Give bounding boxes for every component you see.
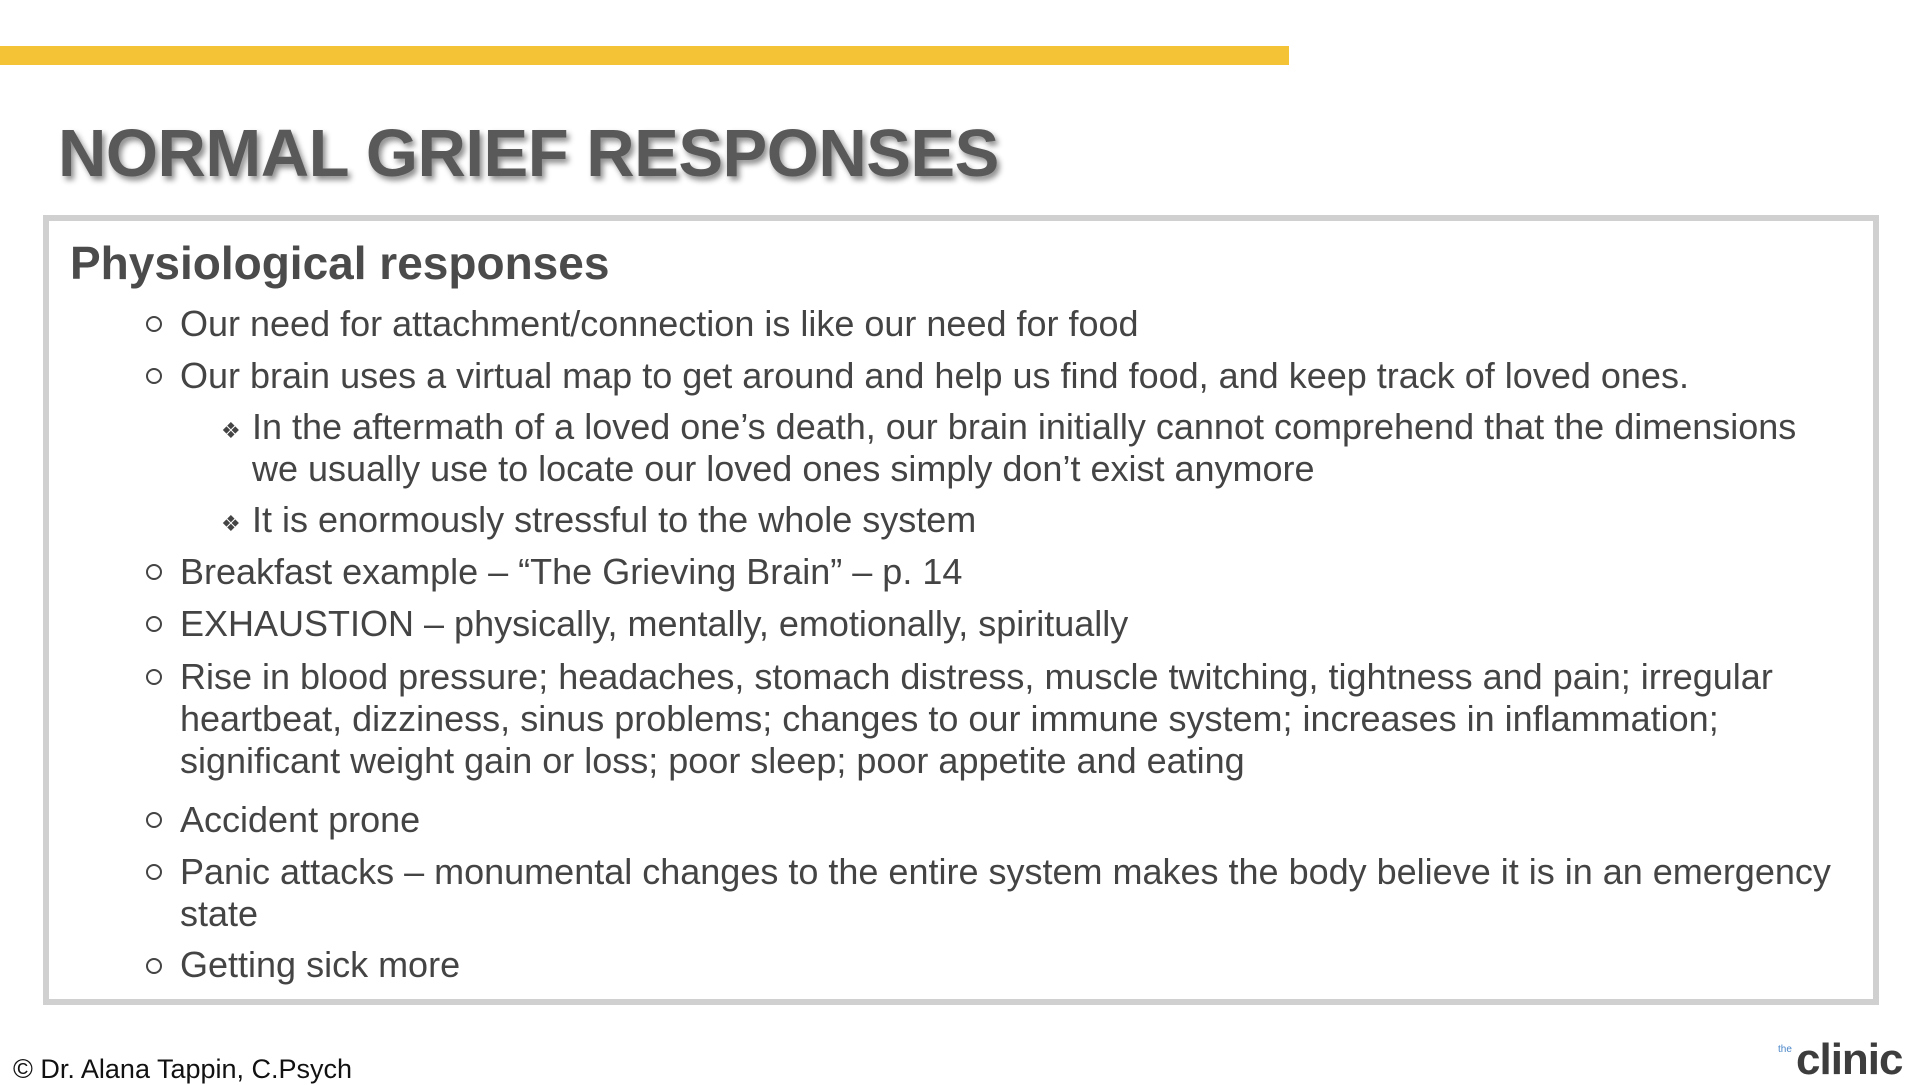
bullet-circle-icon: [146, 958, 162, 974]
logo-text: clinic: [1796, 1035, 1903, 1084]
diamond-bullet-icon: ❖: [221, 511, 241, 536]
copyright-notice: © Dr. Alana Tappin, C.Psych: [13, 1054, 353, 1084]
slide-title: NORMAL GRIEF RESPONSES: [58, 116, 999, 191]
bullet-circle-icon: [146, 316, 162, 332]
diamond-bullet-icon: ❖: [221, 418, 241, 443]
list-item: Rise in blood pressure; headaches, stomach distress, muscle twitching, tightness and pain; irregular heartbeat, dizziness, sinus problems; changes to our immune system; increases in inflammation; significant weight gain or loss; poor sleep; poor appetite and eating: [180, 656, 1773, 781]
list-item: It is enormously stressful to the whole system: [252, 499, 977, 540]
bullet-circle-icon: [146, 368, 162, 384]
section-heading: Physiological responses: [70, 237, 610, 289]
clinic-logo: [1778, 1034, 1908, 1084]
list-item: Getting sick more: [180, 944, 461, 985]
list-item: Our need for attachment/connection is like our need for food: [180, 303, 1139, 344]
list-item: Accident prone: [180, 799, 421, 840]
bullet-circle-icon: [146, 669, 162, 685]
bullet-circle-icon: [146, 864, 162, 880]
list-item: Breakfast example – “The Grieving Brain” – p. 14: [180, 551, 963, 592]
list-item: Panic attacks – monumental changes to the entire system makes the body believe it is in an emergency state: [180, 851, 1831, 934]
content-box: [43, 215, 1879, 1005]
logo-prefix: the: [1778, 1044, 1792, 1055]
bullet-circle-icon: [146, 812, 162, 828]
list-item: Our brain uses a virtual map to get around and help us find food, and keep track of loved ones.: [180, 355, 1689, 396]
accent-bar: [0, 46, 1289, 65]
list-item: EXHAUSTION – physically, mentally, emotionally, spiritually: [180, 603, 1129, 644]
bullet-circle-icon: [146, 616, 162, 632]
bullet-circle-icon: [146, 564, 162, 580]
list-item: In the aftermath of a loved one’s death, our brain initially cannot comprehend that the dimensions we usually use to locate our loved ones simply don’t exist anymore: [252, 406, 1797, 489]
